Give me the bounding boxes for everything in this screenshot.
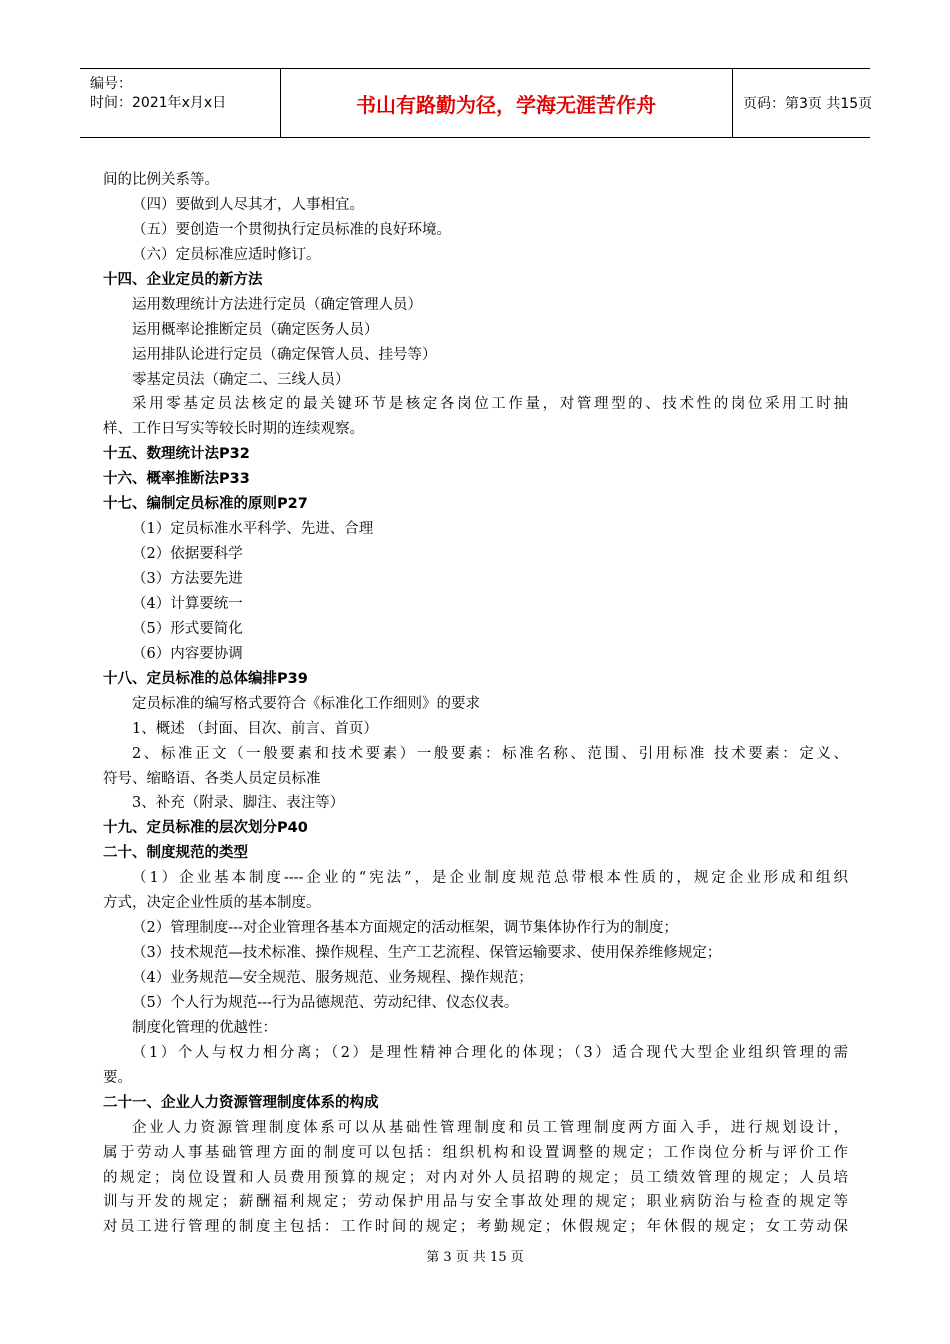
text-line: （1）定员标准水平科学、先进、合理 xyxy=(132,521,374,538)
text-line: 1、概述 （封面、目次、前言、首页） xyxy=(132,720,378,737)
text-line: （6）内容要协调 xyxy=(132,645,243,662)
text-line: （五）要创造一个贯彻执行定员标准的良好环境。 xyxy=(132,221,451,238)
header-motto: 书山有路勤为径，学海无涯苦作舟 xyxy=(280,69,733,137)
text-line: （5）形式要简化 xyxy=(132,620,243,637)
text-line: （5）个人行为规范---行为品德规范、劳动纪律、仪态仪表。 xyxy=(132,994,519,1011)
header-page-indicator: 页码：第3页 共15页 xyxy=(743,96,873,112)
section-heading: 十九、定员标准的层次划分P40 xyxy=(103,820,308,837)
text-line: （1）企业基本制度----企业的“宪法”，是企业制度规范总带根本性质的，规定企业形成和组织 xyxy=(132,870,848,887)
page-header xyxy=(80,68,873,138)
header-meta xyxy=(80,69,281,137)
text-line: （六）定员标准应适时修订。 xyxy=(132,246,321,263)
text-line: （3）方法要先进 xyxy=(132,571,243,587)
document-date-label: 时间：2021年x月x日 xyxy=(90,95,227,111)
text-line: （四）要做到人尽其才，人事相宜。 xyxy=(132,196,364,213)
text-line: （2）依据要科学 xyxy=(132,546,243,563)
document-body xyxy=(103,168,848,1240)
text-line: 2、标准正文（一般要素和技术要素）一般要素：标准名称、范围、引用标准 技术要素：定义、 xyxy=(132,745,848,762)
text-line: 企业人力资源管理制度体系可以从基础性管理制度和员工管理制度两方面入手，进行规划设计， xyxy=(132,1119,848,1136)
text-line: （4）计算要统一 xyxy=(132,595,243,612)
text-line: （4）业务规范—安全规范、服务规范、业务规程、操作规范； xyxy=(132,970,533,986)
section-heading: 二十一、企业人力资源管理制度体系的构成 xyxy=(103,1094,379,1111)
text-line: 的规定；岗位设置和人员费用预算的规定；对内对外人员招聘的规定；员工绩效管理的规定；人员培 xyxy=(103,1169,848,1186)
section-heading: 十五、数理统计法P32 xyxy=(103,446,250,463)
text-line: 符号、缩略语、各类人员定员标准 xyxy=(103,770,321,787)
text-line: 运用数理统计方法进行定员（确定管理人员） xyxy=(132,296,422,313)
text-line: （2）管理制度---对企业管理各基本方面规定的活动框架，调节集体协作行为的制度； xyxy=(132,920,678,937)
text-line: 对员工进行管理的制度主包括：工作时间的规定；考勤规定；休假规定；年休假的规定；女工劳动保 xyxy=(103,1219,848,1236)
section-heading: 十四、企业定员的新方法 xyxy=(103,271,263,288)
text-line: 间的比例关系等。 xyxy=(103,172,219,188)
text-line: 样、工作日写实等较长时期的连续观察。 xyxy=(103,421,364,438)
page-footer: 第 3 页 共 15 页 xyxy=(426,1250,524,1265)
section-heading: 十六、概率推断法P33 xyxy=(103,471,250,488)
document-number-label: 编号： xyxy=(90,76,132,92)
text-line: （3）技术规范—技术标准、操作规程、生产工艺流程、保管运输要求、使用保养维修规定； xyxy=(132,945,722,962)
text-line: 定员标准的编写格式要符合《标准化工作细则》的要求 xyxy=(132,695,480,712)
text-line: 零基定员法（确定二、三线人员） xyxy=(132,371,350,388)
text-line: （1）个人与权力相分离；（2）是理性精神合理化的体现；（3）适合现代大型企业组织管理的需 xyxy=(132,1044,848,1061)
text-line: 运用概率论推断定员（确定医务人员） xyxy=(132,321,379,338)
text-line: 3、补充（附录、脚注、表注等） xyxy=(132,795,345,812)
text-line: 要。 xyxy=(103,1069,132,1086)
section-heading: 十七、编制定员标准的原则P27 xyxy=(103,496,308,513)
text-line: 训与开发的规定；薪酬福利规定；劳动保护用品与安全事故处理的规定；职业病防治与检查的规定等 xyxy=(103,1194,848,1211)
text-line: 属于劳动人事基础管理方面的制度可以包括：组织机构和设置调整的规定；工作岗位分析与评价工作 xyxy=(103,1144,848,1161)
text-line: 制度化管理的优越性： xyxy=(132,1019,277,1036)
text-line: 方式，决定企业性质的基本制度。 xyxy=(103,895,321,912)
section-heading: 十八、定员标准的总体编排P39 xyxy=(103,670,308,687)
text-line: 采用零基定员法核定的最关键环节是核定各岗位工作量，对管理型的、技术性的岗位采用工时抽 xyxy=(132,396,848,413)
section-heading: 二十、制度规范的类型 xyxy=(103,845,248,862)
text-line: 运用排队论进行定员（确定保管人员、挂号等） xyxy=(132,346,437,363)
